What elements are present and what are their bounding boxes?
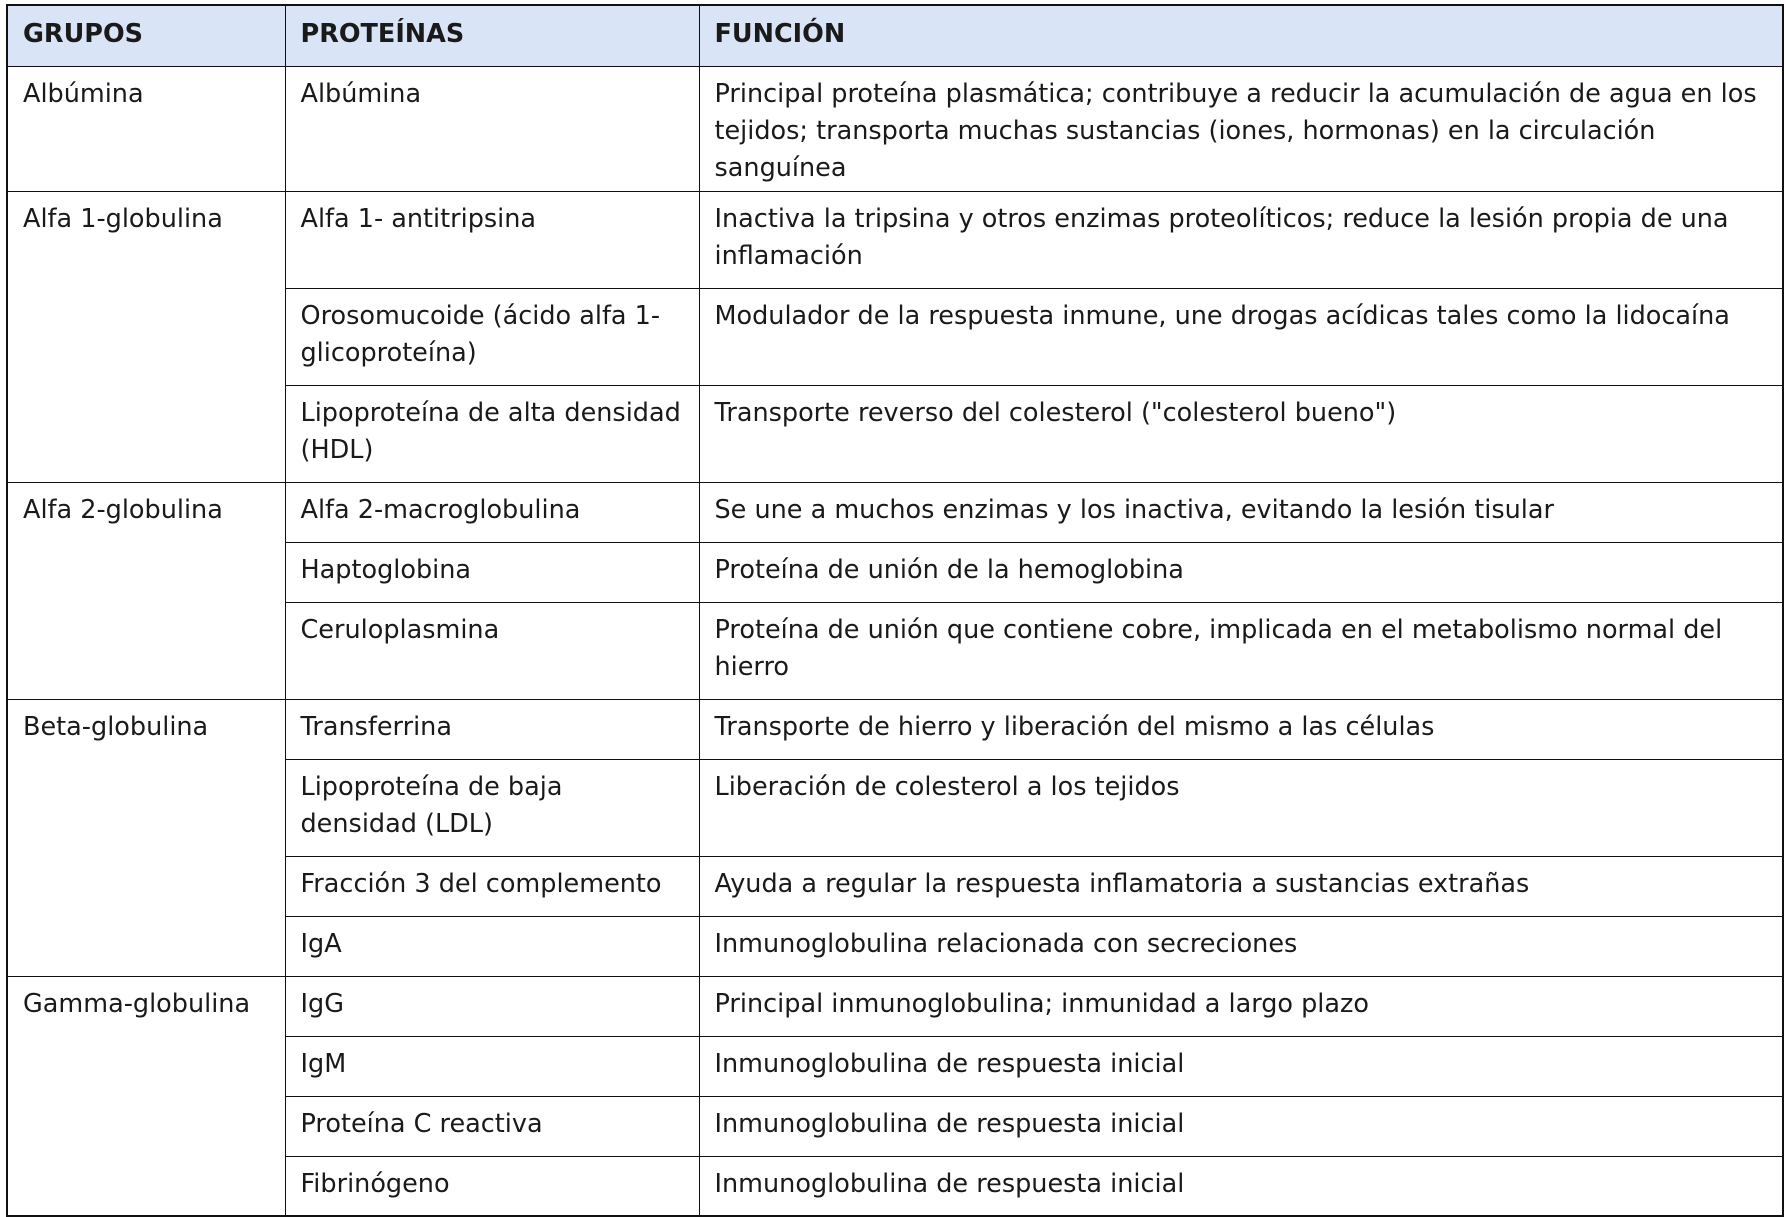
- protein-cell: IgG: [285, 976, 699, 1036]
- protein-cell: Lipoproteína de baja densidad (LDL): [285, 759, 699, 856]
- group-cell: Albúmina: [7, 66, 285, 191]
- protein-cell: Haptoglobina: [285, 542, 699, 602]
- group-cell: Alfa 2-globulina: [7, 482, 285, 699]
- function-cell: Inmunoglobulina de respuesta inicial: [699, 1096, 1783, 1156]
- table-row: [7, 482, 1783, 542]
- protein-cell: Alfa 2-macroglobulina: [285, 482, 699, 542]
- table-row: [7, 699, 1783, 759]
- protein-cell: Alfa 1- antitripsina: [285, 191, 699, 288]
- header-funcion: FUNCIÓN: [699, 5, 1783, 66]
- protein-cell: IgM: [285, 1036, 699, 1096]
- function-cell: Principal proteína plasmática; contribuye a reducir la acumulación de agua en los tejidos; transporta muchas sustancias (iones, hormonas) en la circulación sanguínea: [699, 66, 1783, 191]
- header-grupos: GRUPOS: [7, 5, 285, 66]
- protein-cell: Fibrinógeno: [285, 1156, 699, 1216]
- function-cell: Transporte reverso del colesterol ("colesterol bueno"): [699, 385, 1783, 482]
- function-cell: Inmunoglobulina de respuesta inicial: [699, 1156, 1783, 1216]
- function-cell: Inmunoglobulina de respuesta inicial: [699, 1036, 1783, 1096]
- function-cell: Transporte de hierro y liberación del mismo a las células: [699, 699, 1783, 759]
- group-cell: Gamma-globulina: [7, 976, 285, 1216]
- table-row: [7, 66, 1783, 191]
- protein-cell: Ceruloplasmina: [285, 602, 699, 699]
- function-cell: Ayuda a regular la respuesta inflamatoria a sustancias extrañas: [699, 856, 1783, 916]
- function-cell: Liberación de colesterol a los tejidos: [699, 759, 1783, 856]
- protein-cell: Albúmina: [285, 66, 699, 191]
- protein-cell: Proteína C reactiva: [285, 1096, 699, 1156]
- table-row: [7, 976, 1783, 1036]
- protein-cell: Fracción 3 del complemento: [285, 856, 699, 916]
- function-cell: Proteína de unión de la hemoglobina: [699, 542, 1783, 602]
- plasma-proteins-table: [6, 4, 1784, 1217]
- group-cell: Alfa 1-globulina: [7, 191, 285, 482]
- header-proteinas: PROTEÍNAS: [285, 5, 699, 66]
- protein-cell: Orosomucoide (ácido alfa 1-glicoproteína): [285, 288, 699, 385]
- protein-cell: IgA: [285, 916, 699, 976]
- function-cell: Modulador de la respuesta inmune, une drogas acídicas tales como la lidocaína: [699, 288, 1783, 385]
- protein-cell: Transferrina: [285, 699, 699, 759]
- table-row: [7, 191, 1783, 288]
- header-row: [7, 5, 1783, 66]
- function-cell: Proteína de unión que contiene cobre, implicada en el metabolismo normal del hierro: [699, 602, 1783, 699]
- function-cell: Se une a muchos enzimas y los inactiva, evitando la lesión tisular: [699, 482, 1783, 542]
- function-cell: Inactiva la tripsina y otros enzimas proteolíticos; reduce la lesión propia de una inflamación: [699, 191, 1783, 288]
- function-cell: Inmunoglobulina relacionada con secreciones: [699, 916, 1783, 976]
- function-cell: Principal inmunoglobulina; inmunidad a largo plazo: [699, 976, 1783, 1036]
- protein-cell: Lipoproteína de alta densidad (HDL): [285, 385, 699, 482]
- group-cell: Beta-globulina: [7, 699, 285, 976]
